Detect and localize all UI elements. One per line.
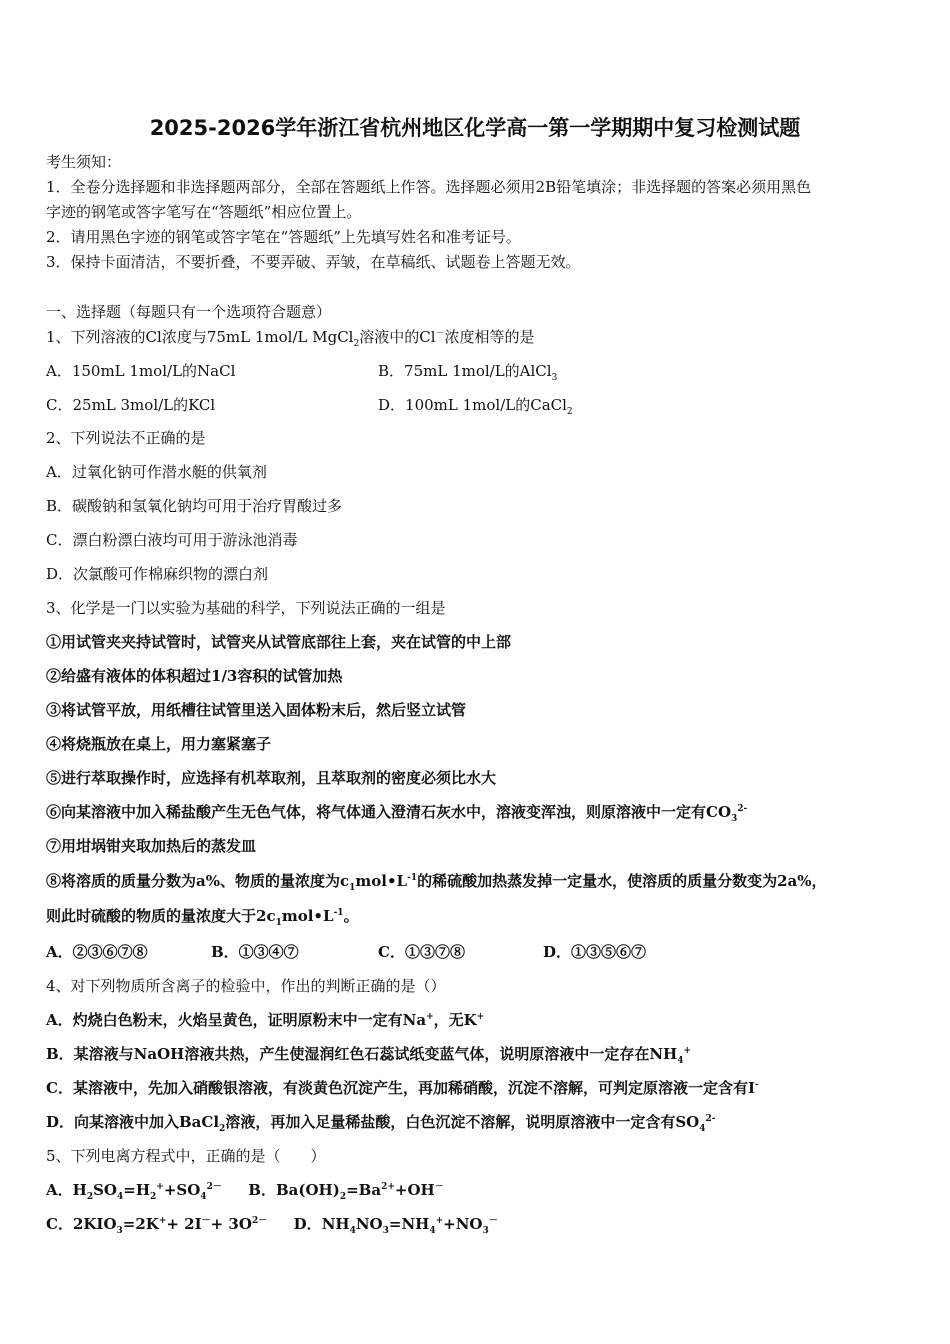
- question-5-option-c: C．$2KIO_3=2K^++ 2I^-+ 3O^{2-}$: [46, 1215, 268, 1236]
- notice-item-2: 2．请用黑色字迹的钢笔或答字笔在“答题纸”上先填写姓名和准考证号。: [46, 228, 521, 246]
- question-2-stem: 2、下列说法不正确的是: [46, 429, 206, 447]
- question-3-statement-5: ⑤进行萃取操作时，应选择有机萃取剂，且萃取剂的密度必须比水大: [46, 769, 497, 787]
- question-1-option-b: B．75mL 1mol/L的AlCl$_3$: [378, 362, 558, 383]
- question-5-options-cd: [46, 1214, 498, 1234]
- question-3-option-a: A．②③⑥⑦⑧: [46, 943, 148, 961]
- notice-item-1: 1．全卷分选择题和非选择题两部分，全部在答题纸上作答。选择题必须用2B铅笔填涂；非选择题的答案必须用黑色: [46, 178, 812, 196]
- question-5-option-a: A．$H_2SO_4=H_2^++SO_4^{2-}$: [46, 1181, 222, 1202]
- question-1-option-c: C．25mL 3mol/L的KCl: [46, 396, 216, 414]
- question-5-option-d: D．$NH_4NO_3=NH_4^++NO_3^-$: [293, 1215, 498, 1236]
- question-3-stem: 3、化学是一门以实验为基础的科学，下列说法正确的一组是: [46, 599, 446, 617]
- question-2-option-c: C．漂白粉漂白液均可用于游泳池消毒: [46, 531, 298, 549]
- question-3-statement-4: ④将烧瓶放在桌上，用力塞紧塞子: [46, 735, 272, 753]
- question-1-option-d: D．100mL 1mol/L的CaCl$_2$: [378, 396, 573, 417]
- notice-item-3: 3．保持卡面清洁，不要折叠，不要弄破、弄皱，在草稿纸、试题卷上答题无效。: [46, 253, 581, 271]
- question-3-statement-6: ⑥向某溶液中加入稀盐酸产生无色气体，将气体通入澄清石灰水中，溶液变浑浊，则原溶液中一定有$CO_3^{2-}$: [46, 803, 748, 824]
- question-3-statement-3: ③将试管平放，用纸槽往试管里送入固体粉末后，然后竖立试管: [46, 701, 467, 719]
- question-2-option-a: A．过氧化钠可作潜水艇的供氧剂: [46, 463, 267, 481]
- question-3-statement-8-cont: 则此时硫酸的物质的量浓度大于$2c_1mol•L^{-1}$。: [46, 907, 359, 928]
- question-3-option-c: C．①③⑦⑧: [378, 943, 465, 961]
- question-3-option-d: D．①③⑤⑥⑦: [543, 943, 647, 961]
- question-5-option-b: B．$Ba(OH)_2=Ba^{2+}+OH^-$: [248, 1181, 444, 1202]
- question-4-stem: 4、对下列物质所含离子的检验中，作出的判断正确的是（）: [46, 977, 446, 995]
- question-2-option-b: B．碳酸钠和氢氧化钠均可用于治疗胃酸过多: [46, 497, 343, 515]
- question-1-option-a: A．150mL 1mol/L的NaCl: [46, 362, 236, 380]
- section-heading: 一、选择题（每题只有一个选项符合题意）: [46, 303, 332, 321]
- question-4-option-b: B．某溶液与NaOH溶液共热，产生使湿润红色石蕊试纸变蓝气体，说明原溶液中一定存在$NH_4^+$: [46, 1045, 692, 1066]
- question-3-option-b: B．①③④⑦: [211, 943, 299, 961]
- question-2-option-d: D．次氯酸可作棉麻织物的漂白剂: [46, 565, 269, 583]
- question-5-stem: 5、下列电离方程式中，正确的是（ ）: [46, 1147, 326, 1165]
- question-5-options-ab: [46, 1180, 444, 1200]
- question-3-statement-8: ⑧将溶质的质量分数为a%、物质的量浓度为$c_1mol•L^{-1}$的稀硫酸加热蒸发掉一定量水，使溶质的质量分数变为2a%，: [46, 872, 827, 893]
- question-4-option-a: A．灼烧白色粉末，火焰呈黄色，证明原粉末中一定有Na+，无K+: [46, 1011, 485, 1029]
- question-4-option-d: D．向某溶液中加入BaCl$_2$溶液，再加入足量稀盐酸，白色沉淀不溶解，说明原溶液中一定含有$SO_4^{2-}$: [46, 1113, 716, 1134]
- notice-item-1-cont: 字迹的钢笔或答字笔写在“答题纸”相应位置上。: [46, 203, 362, 221]
- question-3-statement-7: ⑦用坩埚钳夹取加热后的蒸发皿: [46, 837, 257, 855]
- page-title: 2025-2026学年浙江省杭州地区化学高一第一学期期中复习检测试题: [149, 116, 801, 140]
- question-1-stem: 1、下列溶液的Cl浓度与75mL 1mol/L MgCl$_2$溶液中的Cl－浓度相等的是: [46, 328, 535, 349]
- question-4-option-c: C．某溶液中，先加入硝酸银溶液，有淡黄色沉淀产生，再加稀硝酸，沉淀不溶解，可判定原溶液一定含有I-: [46, 1079, 759, 1097]
- question-3-statement-1: ①用试管夹夹持试管时，试管夹从试管底部往上套，夹在试管的中上部: [46, 633, 512, 651]
- notice-heading: 考生须知：: [46, 153, 122, 171]
- question-3-statement-2: ②给盛有液体的体积超过1/3容积的试管加热: [46, 667, 343, 685]
